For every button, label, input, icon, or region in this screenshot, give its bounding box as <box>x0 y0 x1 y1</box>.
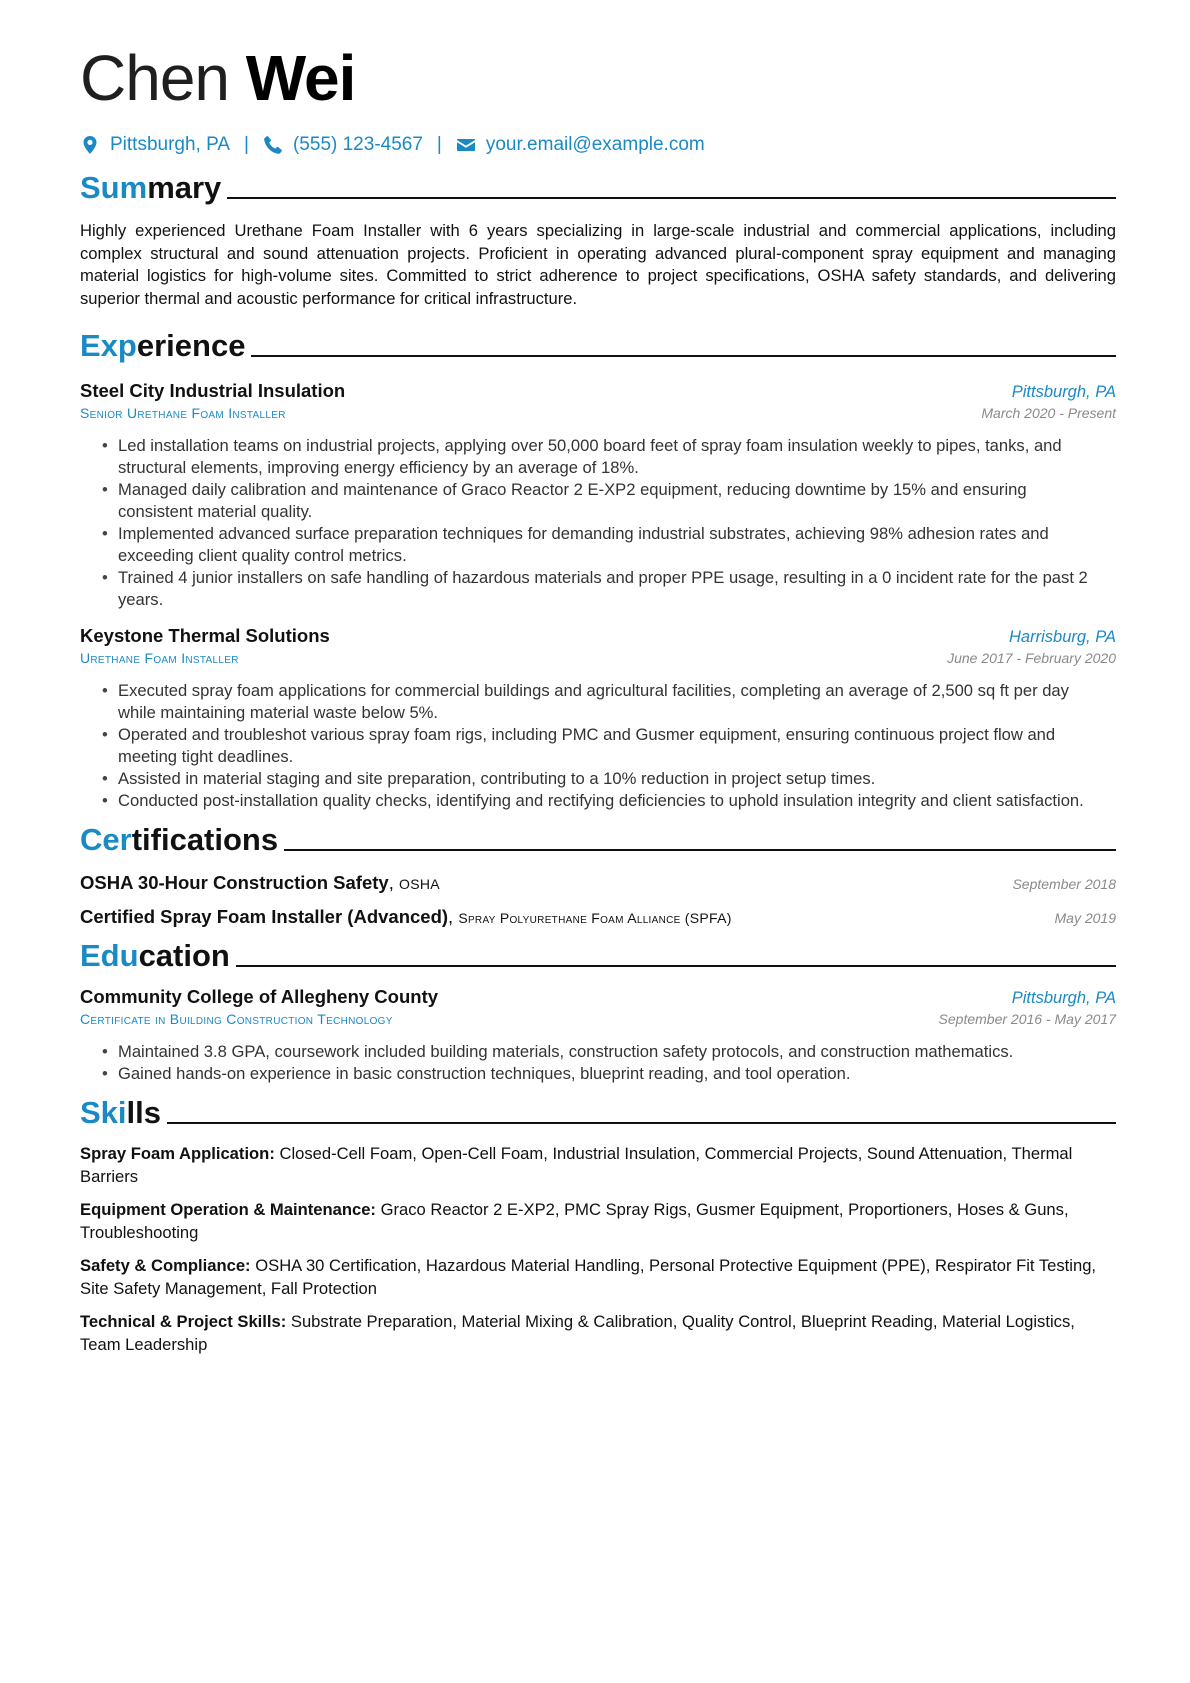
contact-bar <box>80 134 1116 156</box>
skill-row <box>80 1199 1116 1244</box>
bullet-item: • Trained 4 junior installers on safe handling of hazardous materials and proper PPE usage, resulting in a 0 incident rate for the past 2 years. <box>118 567 1096 611</box>
job-bullets <box>80 435 1116 611</box>
skill-text: Substrate Preparation, Material Mixing & Calibration, Quality Control, Blueprint Reading, Material Logistics, Team Leadership <box>80 1312 1075 1354</box>
degree: Certificate in Building Construction Technology <box>80 1011 393 1027</box>
title-rest: cation <box>138 938 230 973</box>
skill-label: Technical & Project Skills: <box>80 1312 287 1331</box>
cert-name: Certified Spray Foam Installer (Advanced) <box>80 906 449 927</box>
section-rule <box>251 355 1116 357</box>
job-role: Senior Urethane Foam Installer <box>80 405 286 421</box>
section-title <box>80 1095 161 1131</box>
job-location: Pittsburgh, PA <box>1011 383 1116 401</box>
skill-label: Spray Foam Application: <box>80 1144 275 1163</box>
section-header-education <box>80 938 1116 974</box>
phone-text: (555) 123-4567 <box>292 134 423 155</box>
cert-date: September 2018 <box>1012 876 1116 892</box>
skill-label: Equipment Operation & Maintenance: <box>80 1200 376 1219</box>
contact-separator: | <box>436 134 442 155</box>
bullet-item: • Gained hands-on experience in basic construction techniques, blueprint reading, and tool operation. <box>118 1063 1096 1085</box>
bullet-item: • Executed spray foam applications for commercial buildings and agricultural facilities, completing an average of 2,500 sq ft per day while maintaining material waste below 5%. <box>118 680 1096 724</box>
job-organization: Steel City Industrial Insulation <box>80 380 346 401</box>
skill-row <box>80 1311 1116 1356</box>
title-rest: lls <box>126 1095 161 1130</box>
bullet-item: • Implemented advanced surface preparation techniques for demanding industrial substrates, achieving 98% adhesion rates and exceeding client quality control metrics. <box>118 523 1096 567</box>
cert-issuer: OSHA <box>399 876 440 892</box>
skill-text: Graco Reactor 2 E-XP2, PMC Spray Rigs, Gusmer Equipment, Proportioners, Hoses & Guns, Troubleshooting <box>80 1200 1069 1242</box>
education-dates: September 2016 - May 2017 <box>938 1011 1116 1027</box>
contact-separator: | <box>244 134 249 155</box>
envelope-icon <box>456 135 476 155</box>
map-pin-icon <box>80 135 100 155</box>
education-entry <box>80 986 1116 1085</box>
section-rule <box>236 965 1116 967</box>
certification-item: OSHA 30-Hour Construction Safety, OSHA September 2018 <box>80 872 1116 893</box>
title-rest: tifications <box>131 822 279 857</box>
job-entry <box>80 380 1116 611</box>
education-bullets <box>80 1041 1116 1085</box>
phone-icon <box>263 135 283 155</box>
bullet-item: • Maintained 3.8 GPA, coursework included building materials, construction safety protocols, and construction mathematics. <box>118 1041 1096 1063</box>
bullet-item: • Assisted in material staging and site preparation, contributing to a 10% reduction in project setup times. <box>118 768 1096 790</box>
skill-row <box>80 1255 1116 1300</box>
cert-issuer: Spray Polyurethane Foam Alliance (SPFA) <box>458 910 732 926</box>
section-rule <box>167 1122 1116 1124</box>
bullet-item: • Operated and troubleshot various spray foam rigs, including PMC and Gusmer equipment, ensuring continuous project flow and meeting tight deadlines. <box>118 724 1096 768</box>
school-location: Pittsburgh, PA <box>1011 989 1116 1007</box>
title-accent: Ski <box>80 1095 127 1130</box>
summary-text: Highly experienced Urethane Foam Installer with 6 years specializing in large-scale industrial and commercial applications, including complex structural and sound attenuation projects. Proficient in operating advanced plural-component spray equipment and managing material logistics for high-volume sites. Committed to strict adherence to project specifications, OSHA safety standards, and delivering superior thermal and acoustic performance for critical infrastructure. <box>80 221 1116 308</box>
job-location: Harrisburg, PA <box>1009 628 1116 646</box>
certification-item: Certified Spray Foam Installer (Advanced), Spray Polyurethane Foam Alliance (SPFA) May 2019 <box>80 906 1116 927</box>
title-accent: Edu <box>80 938 139 973</box>
job-role: Urethane Foam Installer <box>80 650 239 666</box>
job-entry <box>80 625 1116 812</box>
first-name: Chen <box>80 42 229 114</box>
section-title <box>80 938 230 974</box>
title-rest: erience <box>136 328 246 363</box>
title-rest: mary <box>147 170 222 205</box>
job-dates: March 2020 - Present <box>981 405 1116 421</box>
section-rule <box>284 849 1116 851</box>
section-header-experience <box>80 328 1116 364</box>
section-rule <box>227 197 1116 199</box>
candidate-name <box>80 40 1116 116</box>
school-name: Community College of Allegheny County <box>80 986 439 1007</box>
location-text: Pittsburgh, PA <box>110 134 231 155</box>
contact-phone[interactable] <box>263 134 423 156</box>
title-accent: Sum <box>80 170 148 205</box>
job-dates: June 2017 - February 2020 <box>947 650 1116 666</box>
title-accent: Exp <box>80 328 137 363</box>
skill-row <box>80 1143 1116 1188</box>
title-accent: Cer <box>80 822 132 857</box>
email-text: your.email@example.com <box>485 134 705 155</box>
job-bullets <box>80 680 1116 812</box>
bullet-item: • Managed daily calibration and maintenance of Graco Reactor 2 E-XP2 equipment, reducing downtime by 15% and ensuring consistent material quality. <box>118 479 1096 523</box>
last-name: Wei <box>245 42 356 114</box>
skill-label: Safety & Compliance: <box>80 1256 251 1275</box>
section-header-skills <box>80 1095 1116 1131</box>
contact-location <box>80 134 230 156</box>
section-title <box>80 170 221 206</box>
cert-date: May 2019 <box>1054 910 1116 926</box>
section-header-certifications <box>80 822 1116 858</box>
bullet-item: • Led installation teams on industrial projects, applying over 50,000 board feet of spray foam insulation weekly to pipes, tanks, and structural elements, improving energy efficiency by an average of 18%. <box>118 435 1096 479</box>
section-title <box>80 328 245 364</box>
skill-text: OSHA 30 Certification, Hazardous Material Handling, Personal Protective Equipment (PPE), Respirator Fit Testing, Site Safety Management, Fall Protection <box>80 1256 1097 1298</box>
skill-text: Closed-Cell Foam, Open-Cell Foam, Industrial Insulation, Commercial Projects, Sound Attenuation, Thermal Barriers <box>80 1144 1073 1186</box>
section-title <box>80 822 278 858</box>
section-header-summary <box>80 170 1116 206</box>
job-organization: Keystone Thermal Solutions <box>80 625 330 646</box>
cert-name: OSHA 30-Hour Construction Safety <box>80 872 389 893</box>
bullet-item: • Conducted post-installation quality checks, identifying and rectifying deficiencies to uphold insulation integrity and client satisfaction. <box>118 790 1096 812</box>
contact-email[interactable] <box>456 134 705 156</box>
